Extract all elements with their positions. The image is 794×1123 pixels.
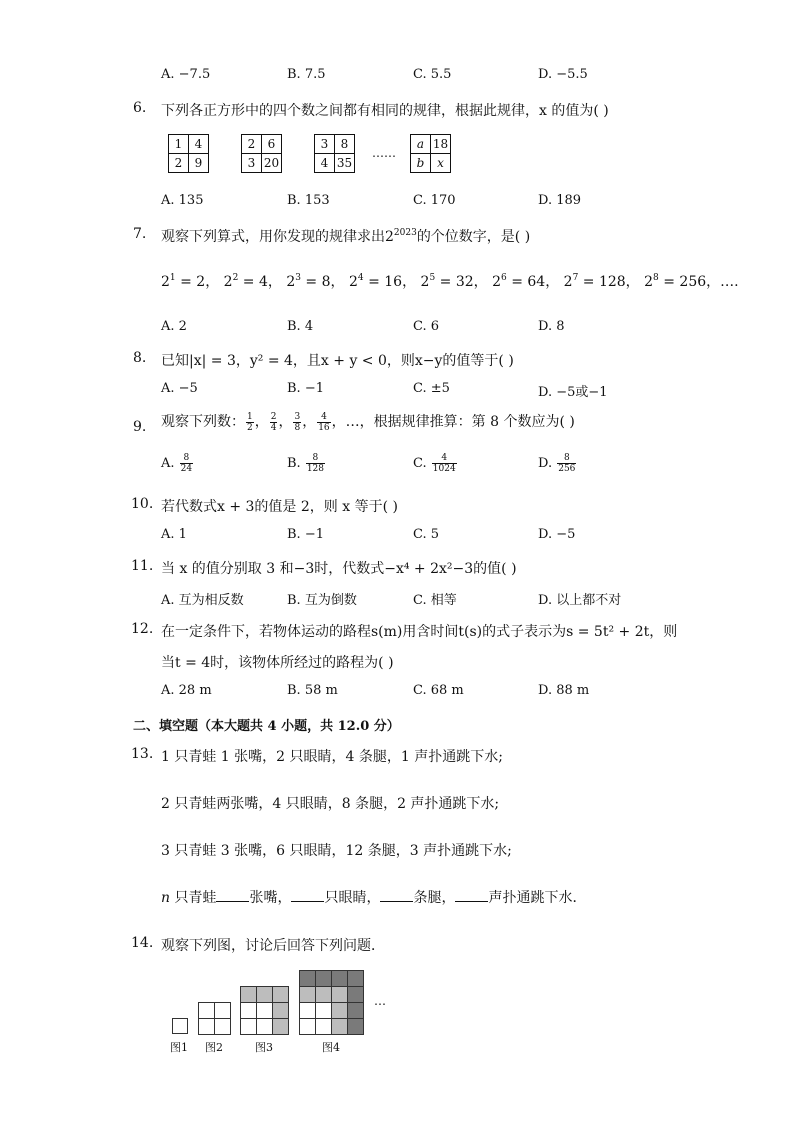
q8-number: 8. <box>133 350 147 366</box>
q13-variable: n <box>161 890 171 906</box>
figure-1-square <box>172 1018 188 1034</box>
q10-option-c: C. 5 <box>413 527 440 542</box>
q7-text-before: 观察下列算式，用你发现的规律求出2 <box>161 229 394 245</box>
grid-cell: 8 <box>335 135 355 154</box>
grid-cell: 4 <box>189 135 209 154</box>
figure-2-label: 图2 <box>205 1041 223 1054</box>
q6-grid-1 <box>168 134 209 173</box>
q9-text-before: 观察下列数： <box>161 414 245 430</box>
q13-line-3: 3 只青蛙 3 张嘴，6 只眼睛，12 条腿，3 声扑通跳下水; <box>161 843 512 859</box>
q12-option-c: C. 68 m <box>413 683 464 698</box>
power-term: $2^1 = 2$， <box>161 273 220 290</box>
power-term: $2^7 = 128$， <box>563 273 640 290</box>
q11-option-a: A. 互为相反数 <box>161 593 244 608</box>
q12-text-line1: 在一定条件下，若物体运动的路程s(m)用含时间t(s)的式子表示为s = 5t² + 2t，则 <box>161 624 678 640</box>
q12-option-a: A. 28 m <box>161 683 212 698</box>
power-term: $2^2 = 4$， <box>223 273 282 290</box>
q6-grid-3 <box>314 134 355 173</box>
power-term: $2^3 = 8$， <box>286 273 345 290</box>
power-term: $2^8 = 256$，…. <box>644 273 739 290</box>
q8-option-d: D. −5或−1 <box>538 385 608 400</box>
q12-option-b: B. 58 m <box>287 683 338 698</box>
answer-blank[interactable] <box>380 889 413 902</box>
grid-cell: 3 <box>242 154 262 173</box>
q7-number: 7. <box>133 226 147 242</box>
q6-option-a: A. 135 <box>161 193 204 208</box>
q10-option-d: D. −5 <box>538 527 576 542</box>
fraction: $\frac{4}{16}$ <box>318 411 330 433</box>
q10-option-b: B. −1 <box>287 527 324 542</box>
figure-1-label: 图1 <box>170 1041 188 1054</box>
grid-cell: b <box>411 154 431 173</box>
grid-cell: 18 <box>431 135 451 154</box>
grid-cell: 2 <box>169 154 189 173</box>
q13-line-2: 2 只青蛙两张嘴，4 只眼睛，8 条腿，2 声扑通跳下水; <box>161 796 500 812</box>
q6-grid-4 <box>410 134 451 173</box>
q5-option-d: D. −5.5 <box>538 67 588 82</box>
q6-number: 6. <box>133 100 147 116</box>
q9-option-c: C. $\frac{4}{1024}$ <box>413 453 456 474</box>
q5-option-b: B. 7.5 <box>287 67 326 82</box>
q9-option-d: D. $\frac{8}{256}$ <box>538 453 576 474</box>
section-title: 二、填空题（本大题共 4 小题，共 12.0 分） <box>133 719 400 734</box>
q11-text: 当 x 的值分别取 3 和−3时，代数式−x⁴ + 2x²−3的值( ) <box>161 561 517 577</box>
q13-number: 13. <box>131 746 154 762</box>
q7-text-after: 的个位数字，是( ) <box>416 229 531 245</box>
q7-option-d: D. 8 <box>538 319 565 334</box>
q10-number: 10. <box>131 496 154 512</box>
q7-text <box>161 226 530 246</box>
grid-cell: 35 <box>335 154 355 173</box>
grid-cell: a <box>411 135 431 154</box>
q5-option-a: A. −7.5 <box>161 67 211 82</box>
q6-grid-2 <box>241 134 282 173</box>
q11-option-d: D. 以上都不对 <box>538 593 622 608</box>
q9-number: 9. <box>133 419 147 435</box>
answer-blank[interactable] <box>291 889 324 902</box>
q6-option-d: D. 189 <box>538 193 582 208</box>
answer-blank[interactable] <box>216 889 249 902</box>
q8-option-a: A. −5 <box>161 381 198 396</box>
grid-cell: 20 <box>262 154 282 173</box>
q11-option-b: B. 互为倒数 <box>287 593 357 608</box>
q6-option-b: B. 153 <box>287 193 330 208</box>
q14-number: 14. <box>131 935 154 951</box>
q5-option-c: C. 5.5 <box>413 67 452 82</box>
power-term: $2^4 = 16$， <box>348 273 417 290</box>
power-term: $2^5 = 32$， <box>420 273 488 290</box>
q14-ellipsis: … <box>374 994 386 1008</box>
q8-text: 已知|x| = 3，y² = 4，且x + y < 0，则x−y的值等于( ) <box>161 353 514 369</box>
q8-option-b: B. −1 <box>287 381 324 396</box>
q7-option-a: A. 2 <box>161 319 187 334</box>
grid-cell: 1 <box>169 135 189 154</box>
q9-text: 观察下列数： $\frac{1}{2}$ ， $\frac{2}{4}$ ， $\frac{3}{8}$ ， $\frac{4}{16}$ ，…，根据规律推算：第 8 个数应为( ) <box>161 411 575 433</box>
q9-option-b: B. $\frac{8}{128}$ <box>287 453 325 474</box>
grid-cell: 3 <box>315 135 335 154</box>
q6-text: 下列各正方形中的四个数之间都有相同的规律，根据此规律，x 的值为( ) <box>161 103 609 119</box>
grid-cell: 6 <box>262 135 282 154</box>
q6-option-c: C. 170 <box>413 193 456 208</box>
q14-text: 观察下列图，讨论后回答下列问题． <box>161 938 385 954</box>
power-term: $2^6 = 64$， <box>492 273 560 290</box>
fraction: $\frac{3}{8}$ <box>294 411 301 433</box>
q12-number: 12. <box>131 621 154 637</box>
q11-option-c: C. 相等 <box>413 593 457 608</box>
q7-exponent: 2023 <box>393 228 417 238</box>
q12-option-d: D. 88 m <box>538 683 590 698</box>
grid-cell: 2 <box>242 135 262 154</box>
q7-option-c: C. 6 <box>413 319 440 334</box>
q8-option-c: C. ±5 <box>413 381 450 396</box>
fraction: $\frac{1}{2}$ <box>247 411 253 433</box>
q13-line-1: 1 只青蛙 1 张嘴，2 只眼睛，4 条腿，1 声扑通跳下水; <box>161 749 503 765</box>
q7-option-b: B. 4 <box>287 319 314 334</box>
q10-option-a: A. 1 <box>161 527 187 542</box>
grid-cell: 4 <box>315 154 335 173</box>
grid-cell: x <box>431 154 451 173</box>
q7-powers <box>161 271 739 291</box>
q9-option-a: A. $\frac{8}{24}$ <box>161 453 193 474</box>
q13-line-4: n 只青蛙 张嘴， 只眼睛， 条腿， 声扑通跳下水． <box>161 890 587 906</box>
grid-cell: 9 <box>189 154 209 173</box>
q11-number: 11. <box>131 558 154 574</box>
fraction: $\frac{2}{4}$ <box>270 411 277 433</box>
figure-4-label: 图4 <box>322 1041 340 1054</box>
q6-ellipsis: …… <box>372 146 396 160</box>
q10-text: 若代数式x + 3的值是 2，则 x 等于( ) <box>161 499 398 515</box>
q12-text-line2: 当t = 4时，该物体所经过的路程为( ) <box>161 655 394 671</box>
answer-blank[interactable] <box>455 889 488 902</box>
figure-3-label: 图3 <box>255 1041 273 1054</box>
q9-text-after: ，…，根据规律推算：第 8 个数应为( ) <box>331 414 575 430</box>
